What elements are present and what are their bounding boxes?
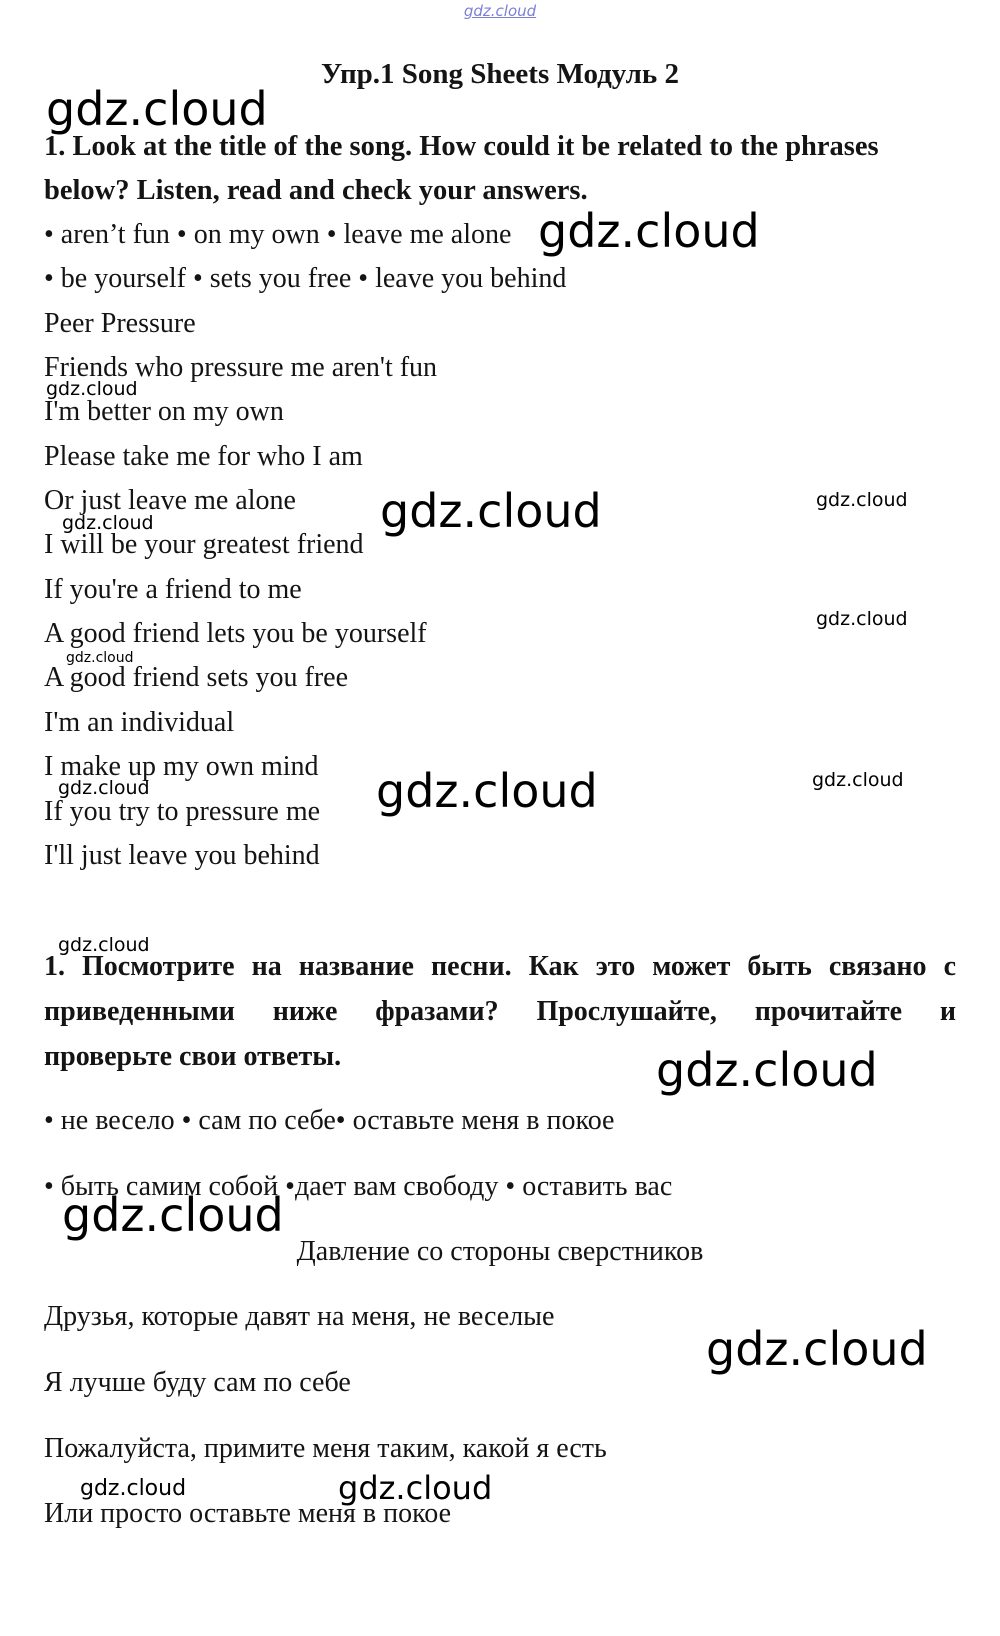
phrase-line: • be yourself • sets you free • leave you behind (44, 263, 567, 294)
ru-task-line: проверьте свои ответы. (44, 1041, 342, 1072)
watermark: gdz.cloud (338, 1469, 493, 1507)
watermark: gdz.cloud (46, 82, 268, 136)
page-title: Упр.1 Song Sheets Модуль 2 (321, 58, 679, 90)
watermark: gdz.cloud (80, 1476, 187, 1501)
ru-lyric-line: Или просто оставьте меня в покое (44, 1498, 452, 1529)
ru-task-line: 1. Посмотрите на название песни. Как это может быть связано с (44, 951, 956, 982)
watermark: gdz.cloud (538, 204, 760, 258)
task-line: 1. Look at the title of the song. How could it be related to the phrases (44, 131, 879, 162)
lyric-line: A good friend sets you free (44, 662, 349, 693)
watermark: gdz.cloud (380, 484, 602, 538)
lyric-line: I'm an individual (44, 707, 235, 738)
lyric-line: Friends who pressure me aren't fun (44, 352, 438, 383)
phrase-line: • aren’t fun • on my own • leave me alone (44, 219, 512, 250)
watermark: gdz.cloud (62, 1188, 284, 1242)
ru-task-line: приведенными ниже фразами? Прослушайте, прочитайте и (44, 996, 956, 1027)
watermark-top: gdz.cloud (463, 2, 537, 20)
ru-phrase-line: • быть самим собой •дает вам свободу • оставить вас (44, 1171, 673, 1202)
watermark: gdz.cloud (812, 769, 904, 791)
song-title: Peer Pressure (44, 308, 196, 339)
watermark: gdz.cloud (58, 777, 150, 799)
lyric-line: I make up my own mind (44, 751, 319, 782)
lyric-line: I'll just leave you behind (44, 840, 320, 871)
watermark: gdz.cloud (376, 764, 598, 818)
lyric-line: If you're a friend to me (44, 574, 302, 605)
watermark: gdz.cloud (66, 650, 134, 666)
ru-phrase-line: • не весело • сам по себе• оставьте меня в покое (44, 1105, 615, 1136)
task-line: below? Listen, read and check your answers. (44, 175, 588, 206)
lyric-line: A good friend lets you be yourself (44, 618, 427, 649)
lyric-line: If you try to pressure me (44, 796, 321, 827)
ru-lyric-line: Друзья, которые давят на меня, не веселые (44, 1301, 555, 1332)
watermark: gdz.cloud (656, 1043, 878, 1097)
watermark: gdz.cloud (62, 512, 154, 534)
ru-lyric-line: Пожалуйста, примите меня таким, какой я есть (44, 1433, 607, 1464)
watermark: gdz.cloud (816, 608, 908, 630)
lyric-line: Or just leave me alone (44, 485, 296, 516)
watermark: gdz.cloud (816, 489, 908, 511)
lyric-line: I'm better on my own (44, 396, 284, 427)
ru-lyric-line: Я лучше буду сам по себе (44, 1367, 351, 1398)
lyric-line: I will be your greatest friend (44, 529, 364, 560)
watermark: gdz.cloud (46, 378, 138, 400)
lyric-line: Please take me for who I am (44, 441, 363, 472)
watermark: gdz.cloud (706, 1322, 928, 1376)
ru-song-title: Давление со стороны сверстников (296, 1236, 704, 1267)
watermark: gdz.cloud (58, 934, 150, 956)
